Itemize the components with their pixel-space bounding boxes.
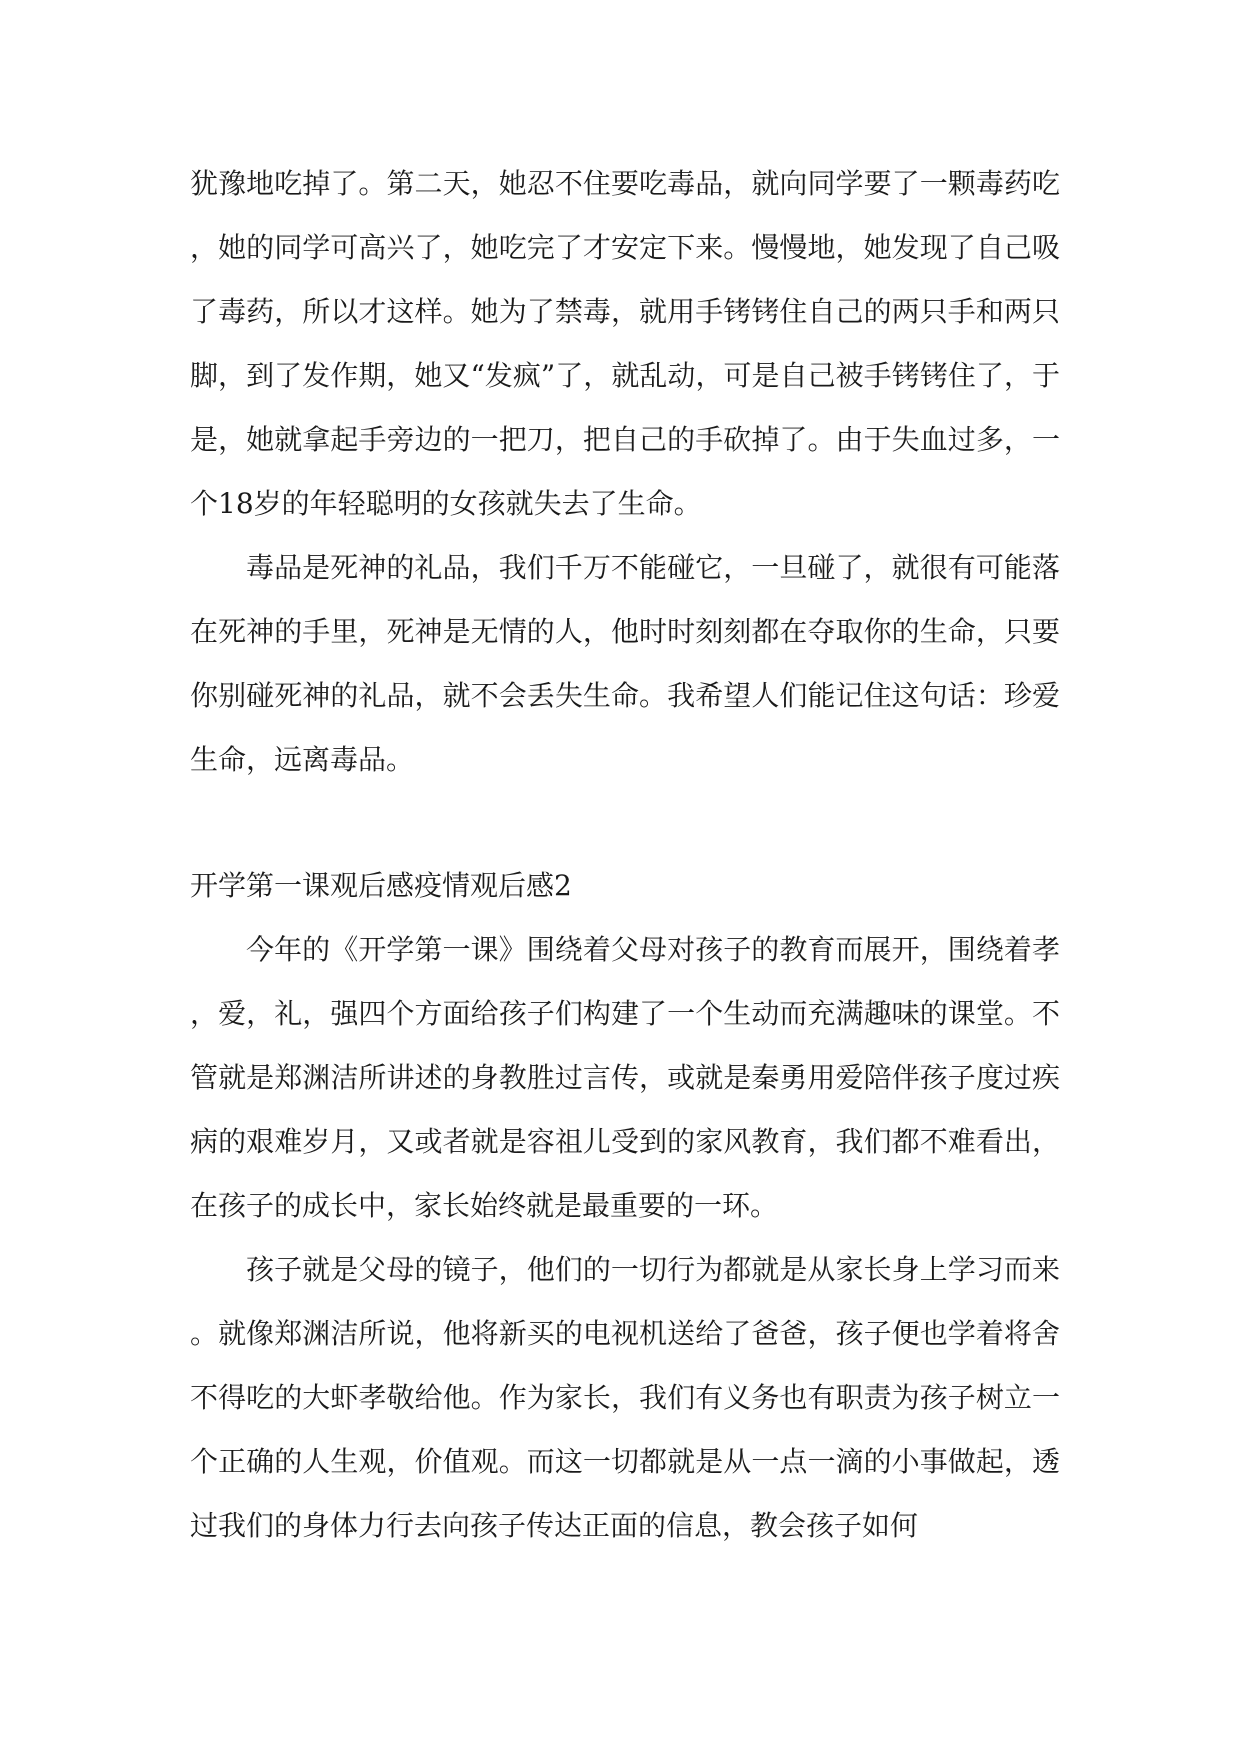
paragraph-parents-mirror: 孩子就是父母的镜子，他们的一切行为都就是从家长身上学习而来。就像郑渊洁所说，他将新买的电视机送给了爸爸，孩子便也学着将舍不得吃的大虾孝敬给他。作为家长，我们有义务也有职责为孩子树立一个正确的人生观，价值观。而这一切都就是从一点一滴的小事做起，透过我们的身体力行去向孩子传达正面的信息，教会孩子如何 [190,1253,1060,1542]
document-body [190,152,1060,1558]
paragraph-first-lesson-intro: 今年的《开学第一课》围绕着父母对孩子的教育而展开，围绕着孝，爱，礼，强四个方面给孩子们构建了一个生动而充满趣味的课堂。不管就是郑渊洁所讲述的身教胜过言传，或就是秦勇用爱陪伴孩子度过疾病的艰难岁月，又或者就是容祖儿受到的家风教育，我们都不难看出，在孩子的成长中，家长始终就是最重要的一环。 [190,933,1060,1222]
paragraph-drugs-conclusion: 毒品是死神的礼品，我们千万不能碰它，一旦碰了，就很有可能落在死神的手里，死神是无情的人，他时时刻刻都在夺取你的生命，只要你别碰死神的礼品，就不会丢失生命。我希望人们能记住这句话：珍爱生命，远离毒品。 [190,551,1060,776]
paragraph-continuation: 犹豫地吃掉了。第二天，她忍不住要吃毒品，就向同学要了一颗毒药吃，她的同学可高兴了，她吃完了才安定下来。慢慢地，她发现了自己吸了毒药，所以才这样。她为了禁毒，就用手铐铐住自己的两只手和两只脚，到了发作期，她又“发疯”了，就乱动，可是自己被手铐铐住了，于是，她就拿起手旁边的一把刀，把自己的手砍掉了。由于失血过多，一个18岁的年轻聪明的女孩就失去了生命。 [190,167,1060,520]
section-gap [190,792,1060,854]
section-title: 开学第一课观后感疫情观后感2 [190,869,572,902]
